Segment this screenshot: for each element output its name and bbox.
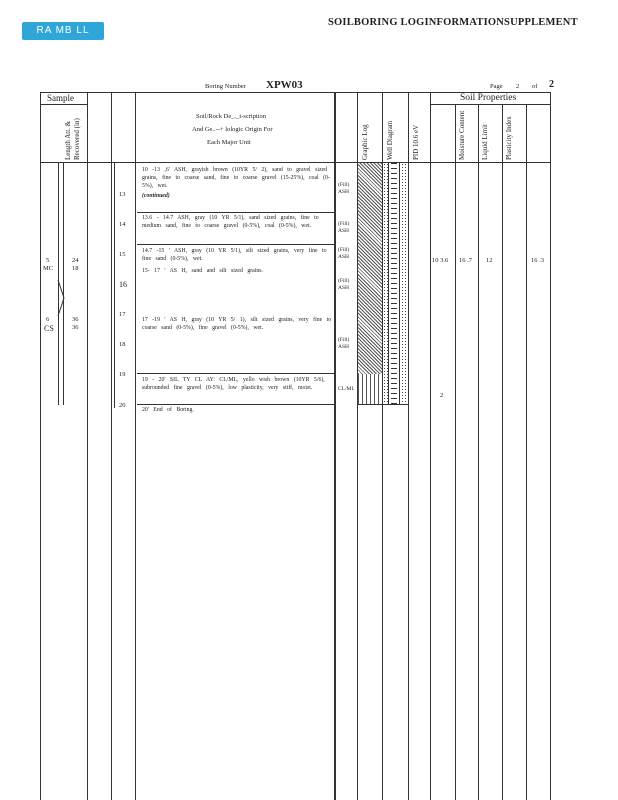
uscs-label: (Fill) ASH [338,337,350,350]
sample-number: 6 [46,316,50,323]
page-label: Page [490,83,503,90]
plasticity-header: Plasticity Index [505,116,513,160]
desc-header-2: And Ge..--+ lologic Origin For [192,126,273,133]
company-logo: RA MB LL [22,22,104,40]
depth-tick-label: 17 [119,311,126,318]
col-line [408,92,409,800]
col-line [430,92,431,800]
depth-tick-label: 15 [119,251,126,258]
sample-recovered: 36 [72,324,79,331]
graphic-log-header: Graphic Log [361,124,369,160]
log-bottom-line [358,404,408,405]
page-total: 2 [549,79,554,90]
well-casing [388,163,400,404]
sample-number: 5 [46,257,50,264]
soil-props-divider [430,104,550,105]
uscs-label: (Fill) ASH [338,221,350,234]
col-line [550,92,551,800]
description-text: 20' End of Boring. [142,407,194,413]
col-line [334,92,336,800]
uscs-label: (Fill) ASH [338,278,350,291]
description-text: 13.6 - 14.7 ASH, gray (10 YR 5/1), sand sized grains, fine to medium sand, fine to coarse gravel (0-5%), coal (0-5%), wet. [142,215,319,229]
col-line [135,92,136,800]
desc-header-3: Each Major Unit [207,139,251,146]
col-line [87,92,88,800]
recovered-header: Recovered (in) [73,118,81,160]
soil-property-value: 16 .3 [531,257,544,264]
unit-boundary [137,373,334,374]
boring-number-label: Boring Number [205,83,246,90]
unit-boundary [137,244,334,245]
depth-scale-line [114,162,115,408]
description-text: 19 - 20' SIL TY CL AY: CL/ML, yello wish brown (10YR 5/6), subrounded fine gravel (0-5%), low plasticity, very stiff, moist. [142,377,325,391]
pid-header: PID 10.6 eV [412,124,420,160]
sample-type: CS [44,324,54,333]
moisture-header: Moisture Content [458,110,466,160]
sample-length: 24 [72,257,79,264]
sample-recovered: 18 [72,265,79,272]
header-bottom-border [40,162,550,163]
description-text: 14.7 -15 ' ASH, gray (10 YR 5/1), silt sized grains, very fine to fine sand (0-5%), wet. [142,248,327,262]
uscs-label: (Fill) ASH [338,182,350,195]
unit-boundary [137,404,334,405]
depth-tick-label: 18 [119,341,126,348]
description-text: 17 -19 ' AS H, gray (10 YR 5/ 1), silt sized grains, very fine to coarse sand (0-5%), fine gravel (0-5%), wet. [142,317,332,331]
graphic-log-clay [358,374,382,404]
description-text: 15- 17 ' AS H, sand and silt sized grains. [142,268,263,274]
depth-tick-label: 14 [119,221,126,228]
sample-header: Sample [47,93,74,103]
page-of: of [532,83,538,90]
sample-divider [40,104,87,105]
well-diagram-header: Well Diagram [386,120,394,160]
document-title: SOILBORING LOGINFORMATIONSUPPLEMENT [328,17,578,28]
col-line [111,92,112,800]
length-header: Length Att. & [64,120,72,160]
pid-value: 10 3.6 [432,257,449,264]
col-line [502,104,503,800]
col-line [455,104,456,800]
col-line [40,92,41,800]
liquid-limit-value: 12 [486,257,493,264]
soil-properties-header: Soil Properties [460,93,517,103]
description-text: 10 -13 ,6' ASH, grayish brown (10YR 5/ 2), sand to gravel sized grains, fine to coarse sand, fine to coarse gravel (15-25%), coal (0-5%), wet. [142,167,330,189]
depth-tick-label: 19 [119,371,126,378]
page-number: 2 [516,83,520,90]
uscs-label: (Fill) ASH [338,247,350,260]
graphic-log-fill [358,163,382,374]
sample-marker-x [56,280,66,316]
sample-type: MC [43,265,54,272]
boring-number: XPW03 [266,79,303,91]
unit-boundary [137,212,334,213]
col-line [526,104,527,800]
description-continued: (continued) [142,193,170,199]
sample-length: 36 [72,316,79,323]
col-line [478,104,479,800]
moisture-value: 16 .7 [459,257,472,264]
liquid-limit-header: Liquid Limit [481,124,489,160]
depth-tick-label: 13 [119,191,126,198]
depth-tick-label: 20 [119,402,126,409]
uscs-label: CL/ML [338,386,355,392]
desc-header-1: Soil/Rock De_._t-scription [196,113,267,120]
pid-value: 2 [440,392,444,399]
depth-tick-label: 16 [119,280,127,289]
